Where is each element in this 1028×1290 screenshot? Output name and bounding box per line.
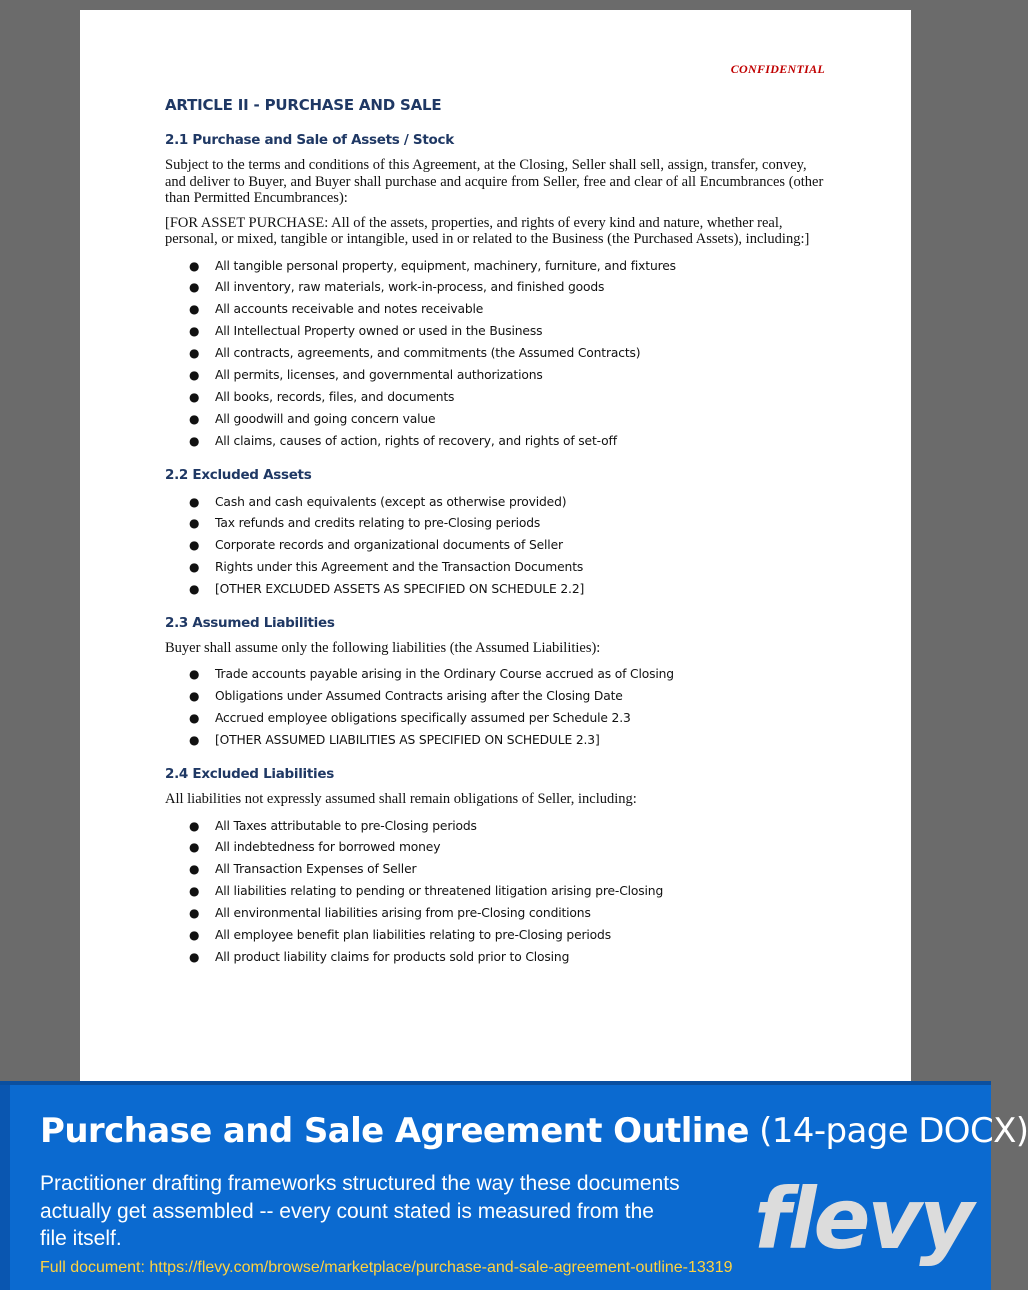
bullet-icon: ● <box>189 433 200 448</box>
bullet-icon: ● <box>189 927 200 942</box>
section-2-1-paragraph-1: Subject to the terms and conditions of this Agreement, at the Closing, Seller shall sell, assign, transfer, convey, and deliver to Buyer, and Buyer shall purchase and acquire from Seller, free and clear of all Encumbrances (other than Permitted Encumbrances): <box>165 157 824 206</box>
banner-edge <box>0 1085 10 1290</box>
document-page <box>80 10 911 1081</box>
section-2-3-bullet-list <box>165 664 825 752</box>
full-document-link[interactable]: Full document: https://flevy.com/browse/marketplace/purchase-and-sale-agreement-outline-13319 <box>40 1259 733 1276</box>
banner-title-format: (14-page DOCX) <box>759 1111 1028 1151</box>
banner-subtitle: Practitioner drafting frameworks structured the way these documents actually get assembled -- every count stated is measured from the file itself. <box>40 1172 680 1250</box>
list-item: ● [OTHER ASSUMED LIABILITIES AS SPECIFIED ON SCHEDULE 2.3] <box>165 730 825 752</box>
bullet-icon: ● <box>189 258 200 273</box>
banner-title <box>40 1111 1028 1151</box>
list-item: ● All contracts, agreements, and commitments (the Assumed Contracts) <box>165 343 825 365</box>
list-item: ● All environmental liabilities arising from pre-Closing conditions <box>165 903 825 925</box>
bullet-icon: ● <box>189 949 200 964</box>
bullet-icon: ● <box>189 367 200 382</box>
confidential-label: CONFIDENTIAL <box>730 62 825 76</box>
bullet-icon: ● <box>189 302 200 317</box>
bullet-icon: ● <box>189 884 200 899</box>
banner-title-main: Purchase and Sale Agreement Outline <box>40 1111 749 1151</box>
list-item: ● Corporate records and organizational documents of Seller <box>165 535 825 557</box>
list-item: ● Trade accounts payable arising in the Ordinary Course accrued as of Closing <box>165 664 825 686</box>
list-item: ● Obligations under Assumed Contracts arising after the Closing Date <box>165 686 825 708</box>
section-heading-2-4: 2.4 Excluded Liabilities <box>165 766 334 783</box>
bullet-icon: ● <box>189 560 200 575</box>
bullet-icon: ● <box>189 582 200 597</box>
bullet-icon: ● <box>189 818 200 833</box>
list-item: ● [OTHER EXCLUDED ASSETS AS SPECIFIED ON SCHEDULE 2.2] <box>165 579 825 601</box>
bullet-icon: ● <box>189 840 200 855</box>
bullet-icon: ● <box>189 538 200 553</box>
list-item: ● All product liability claims for products sold prior to Closing <box>165 947 825 969</box>
section-2-4-bullet-list <box>165 816 825 969</box>
section-2-2-bullet-list <box>165 492 825 601</box>
list-item: ● All Transaction Expenses of Seller <box>165 859 825 881</box>
article-title: ARTICLE II - PURCHASE AND SALE <box>165 96 442 114</box>
flevy-logo[interactable]: flevy <box>754 1170 971 1268</box>
promo-banner <box>0 1081 1028 1290</box>
bullet-icon: ● <box>189 494 200 509</box>
list-item: ● All inventory, raw materials, work-in-process, and finished goods <box>165 277 825 299</box>
list-item: ● All indebtedness for borrowed money <box>165 837 825 859</box>
bullet-icon: ● <box>189 689 200 704</box>
list-item: ● All liabilities relating to pending or threatened litigation arising pre-Closing <box>165 881 825 903</box>
list-item: ● Rights under this Agreement and the Transaction Documents <box>165 557 825 579</box>
section-2-1-paragraph-2: [FOR ASSET PURCHASE: All of the assets, properties, and rights of every kind and nature, whether real, personal, or mixed, tangible or intangible, used in or related to the Business (the Purchased Assets), including:] <box>165 214 810 247</box>
section-heading-2-1: 2.1 Purchase and Sale of Assets / Stock <box>165 132 454 148</box>
bullet-icon: ● <box>189 862 200 877</box>
section-2-1-bullet-list <box>165 256 825 453</box>
list-item: ● All books, records, files, and documents <box>165 387 825 409</box>
bullet-icon: ● <box>189 346 200 361</box>
list-item: ● All employee benefit plan liabilities relating to pre-Closing periods <box>165 925 825 947</box>
bullet-icon: ● <box>189 324 200 339</box>
list-item: ● Cash and cash equivalents (except as otherwise provided) <box>165 492 825 514</box>
section-heading-2-2: 2.2 Excluded Assets <box>165 466 312 483</box>
section-heading-2-3: 2.3 Assumed Liabilities <box>165 614 335 631</box>
bullet-icon: ● <box>189 280 200 295</box>
list-item: ● All Taxes attributable to pre-Closing periods <box>165 816 825 838</box>
list-item: ● Tax refunds and credits relating to pre-Closing periods <box>165 513 825 535</box>
bullet-icon: ● <box>189 711 200 726</box>
list-item: ● All accounts receivable and notes receivable <box>165 299 825 321</box>
list-item: ● All goodwill and going concern value <box>165 409 825 431</box>
bullet-icon: ● <box>189 411 200 426</box>
bullet-icon: ● <box>189 389 200 404</box>
list-item: ● All tangible personal property, equipment, machinery, furniture, and fixtures <box>165 256 825 278</box>
bullet-icon: ● <box>189 516 200 531</box>
list-item: ● All Intellectual Property owned or used in the Business <box>165 321 825 343</box>
bullet-icon: ● <box>189 667 200 682</box>
list-item: ● All permits, licenses, and governmental authorizations <box>165 365 825 387</box>
bullet-icon: ● <box>189 733 200 748</box>
bullet-icon: ● <box>189 906 200 921</box>
list-item: ● All claims, causes of action, rights of recovery, and rights of set-off <box>165 431 825 453</box>
section-2-3-paragraph: Buyer shall assume only the following liabilities (the Assumed Liabilities): <box>165 639 601 656</box>
section-2-4-paragraph: All liabilities not expressly assumed shall remain obligations of Seller, including: <box>165 791 637 808</box>
list-item: ● Accrued employee obligations specifically assumed per Schedule 2.3 <box>165 708 825 730</box>
document-content <box>165 96 825 983</box>
